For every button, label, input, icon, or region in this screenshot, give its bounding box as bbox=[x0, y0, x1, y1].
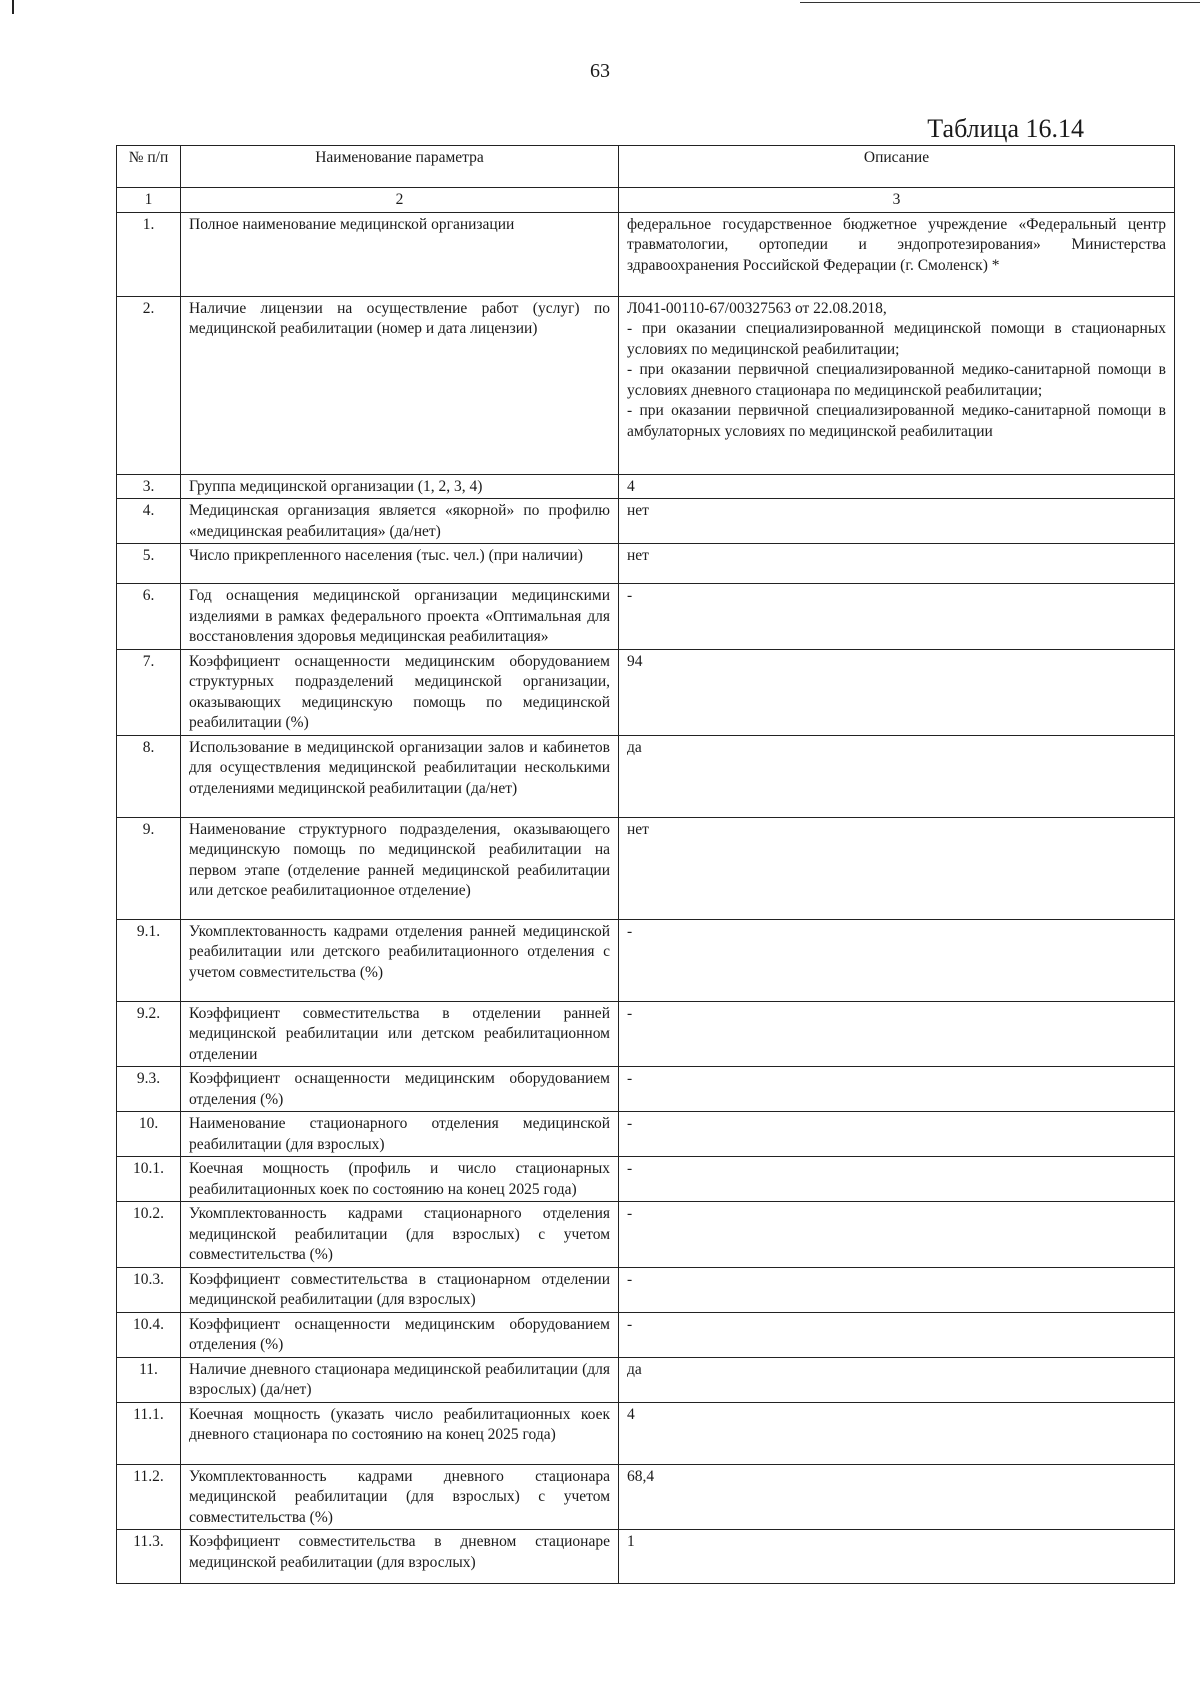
description-cell bbox=[619, 1402, 1175, 1464]
description-line: - bbox=[627, 1160, 633, 1177]
table-row bbox=[117, 1464, 1175, 1530]
description-cell bbox=[619, 474, 1175, 499]
table-title: Таблица 16.14 bbox=[927, 114, 1084, 143]
table-row bbox=[117, 817, 1175, 919]
description-line: - bbox=[627, 587, 633, 604]
description-cell bbox=[619, 1202, 1175, 1268]
description-cell bbox=[619, 1267, 1175, 1312]
colnum-3: 3 bbox=[619, 188, 1175, 213]
table-row bbox=[117, 649, 1175, 735]
description-line: 4 bbox=[627, 1405, 635, 1423]
description-cell bbox=[619, 1464, 1175, 1530]
table-row bbox=[117, 735, 1175, 817]
description-line: - bbox=[627, 1205, 633, 1222]
row-number: 5. bbox=[117, 544, 181, 584]
header-num: № п/п bbox=[117, 146, 181, 188]
page-edge-mark-left bbox=[0, 0, 14, 14]
parameter-name: Группа медицинской организации (1, 2, 3, 4) bbox=[181, 474, 619, 499]
row-number: 1. bbox=[117, 212, 181, 296]
row-number: 10.3. bbox=[117, 1267, 181, 1312]
table-row bbox=[117, 296, 1175, 474]
row-number: 7. bbox=[117, 649, 181, 735]
parameter-name: Наличие дневного стационара медицинской реабилитации (для взрослых) (да/нет) bbox=[181, 1357, 619, 1402]
table-row bbox=[117, 1001, 1175, 1067]
table-row bbox=[117, 1157, 1175, 1202]
parameter-name: Коэффициент совместительства в дневном стационаре медицинской реабилитации (для взрослых) bbox=[181, 1530, 619, 1584]
description-cell bbox=[619, 584, 1175, 650]
description-line: нет bbox=[627, 547, 649, 564]
table-row bbox=[117, 1402, 1175, 1464]
row-number: 8. bbox=[117, 735, 181, 817]
row-number: 10. bbox=[117, 1112, 181, 1157]
header-desc: Описание bbox=[619, 146, 1175, 188]
table-row bbox=[117, 1357, 1175, 1402]
description-cell bbox=[619, 1357, 1175, 1402]
column-number-row bbox=[117, 188, 1175, 213]
description-cell bbox=[619, 1001, 1175, 1067]
description-line: нет bbox=[627, 820, 649, 838]
parameters-table bbox=[116, 145, 1175, 1584]
parameter-name: Полное наименование медицинской организации bbox=[181, 212, 619, 296]
parameter-name: Коэффициент оснащенности медицинским оборудованием отделения (%) bbox=[181, 1067, 619, 1112]
description-line: 94 bbox=[627, 652, 643, 670]
colnum-2: 2 bbox=[181, 188, 619, 213]
description-line: федеральное государственное бюджетное учреждение «Федеральный центр травматологии, ортопедии и эндопротезирования» Министерства здравоохранения Российской Федерации (г. Смоленск) * bbox=[627, 215, 1166, 274]
page-edge-mark-right bbox=[800, 2, 1200, 3]
table-row bbox=[117, 499, 1175, 544]
colnum-1: 1 bbox=[117, 188, 181, 213]
row-number: 10.2. bbox=[117, 1202, 181, 1268]
description-cell bbox=[619, 735, 1175, 817]
parameter-name: Использование в медицинской организации залов и кабинетов для осуществления медицинской реабилитации несколькими отделениями медицинской реабилитации (да/нет) bbox=[181, 735, 619, 817]
row-number: 11. bbox=[117, 1357, 181, 1402]
description-cell bbox=[619, 1157, 1175, 1202]
row-number: 11.3. bbox=[117, 1530, 181, 1584]
description-line: - при оказании специализированной медицинской помощи в стационарных условиях по медицинской реабилитации; bbox=[627, 320, 1166, 358]
page-number: 63 bbox=[590, 60, 610, 82]
description-cell bbox=[619, 296, 1175, 474]
table-header-row bbox=[117, 146, 1175, 188]
parameter-name: Коечная мощность (профиль и число стационарных реабилитационных коек по состоянию на конец 2025 года) bbox=[181, 1157, 619, 1202]
parameter-name: Наличие лицензии на осуществление работ (услуг) по медицинской реабилитации (номер и дата лицензии) bbox=[181, 296, 619, 474]
description-cell bbox=[619, 649, 1175, 735]
description-cell bbox=[619, 212, 1175, 296]
row-number: 11.2. bbox=[117, 1464, 181, 1530]
description-line: 4 bbox=[627, 477, 635, 495]
table-row bbox=[117, 544, 1175, 584]
parameter-name: Коечная мощность (указать число реабилитационных коек дневного стационара по состоянию на конец 2025 года) bbox=[181, 1402, 619, 1464]
description-line: - при оказании первичной специализированной медико-санитарной помощи в условиях дневного стационара по медицинской реабилитации; bbox=[627, 361, 1166, 399]
header-param: Наименование параметра bbox=[181, 146, 619, 188]
description-cell bbox=[619, 1530, 1175, 1584]
parameter-name: Укомплектованность кадрами стационарного отделения медицинской реабилитации (для взрослых) с учетом совместительства (%) bbox=[181, 1202, 619, 1268]
row-number: 11.1. bbox=[117, 1402, 181, 1464]
description-line: - bbox=[627, 1070, 633, 1087]
description-cell bbox=[619, 817, 1175, 919]
description-line: 1 bbox=[627, 1533, 635, 1550]
description-line: - bbox=[627, 1315, 633, 1333]
description-line: - при оказании первичной специализированной медико-санитарной помощи в амбулаторных условиях по медицинской реабилитации bbox=[627, 402, 1166, 440]
parameter-name: Коэффициент оснащенности медицинским оборудованием структурных подразделений медицинской организации, оказывающих медицинскую помощь по медицинской реабилитации (%) bbox=[181, 649, 619, 735]
row-number: 9.2. bbox=[117, 1001, 181, 1067]
description-cell bbox=[619, 919, 1175, 1001]
table-row bbox=[117, 1267, 1175, 1312]
parameter-name: Коэффициент оснащенности медицинским оборудованием отделения (%) bbox=[181, 1312, 619, 1357]
description-line: нет bbox=[627, 502, 649, 519]
table-row bbox=[117, 212, 1175, 296]
table-row bbox=[117, 1112, 1175, 1157]
table-row bbox=[117, 584, 1175, 650]
description-cell bbox=[619, 1067, 1175, 1112]
description-line: Л041-00110-67/00327563 от 22.08.2018, bbox=[627, 299, 887, 317]
table-row bbox=[117, 1312, 1175, 1357]
description-line: - bbox=[627, 1115, 633, 1132]
parameter-name: Коэффициент совместительства в отделении ранней медицинской реабилитации или детском реабилитационном отделении bbox=[181, 1001, 619, 1067]
table-row bbox=[117, 919, 1175, 1001]
parameter-name: Год оснащения медицинской организации медицинскими изделиями в рамках федерального проекта «Оптимальная для восстановления здоровья медицинская реабилитация» bbox=[181, 584, 619, 650]
parameter-name: Число прикрепленного населения (тыс. чел.) (при наличии) bbox=[181, 544, 619, 584]
row-number: 4. bbox=[117, 499, 181, 544]
row-number: 2. bbox=[117, 296, 181, 474]
description-line: да bbox=[627, 738, 642, 756]
row-number: 9.1. bbox=[117, 919, 181, 1001]
table-row bbox=[117, 1202, 1175, 1268]
description-cell bbox=[619, 499, 1175, 544]
parameter-name: Укомплектованность кадрами отделения ранней медицинской реабилитации или детского реабилитационного отделения с учетом совместительства (%) bbox=[181, 919, 619, 1001]
parameter-name: Коэффициент совместительства в стационарном отделении медицинской реабилитации (для взрослых) bbox=[181, 1267, 619, 1312]
row-number: 9. bbox=[117, 817, 181, 919]
row-number: 6. bbox=[117, 584, 181, 650]
parameter-name: Наименование структурного подразделения, оказывающего медицинскую помощь по медицинской реабилитации на первом этапе (отделение ранней медицинской реабилитации или детское реабилитационное отделение) bbox=[181, 817, 619, 919]
table-row bbox=[117, 1067, 1175, 1112]
parameter-name: Наименование стационарного отделения медицинской реабилитации (для взрослых) bbox=[181, 1112, 619, 1157]
parameter-name: Укомплектованность кадрами дневного стационара медицинской реабилитации (для взрослых) с учетом совместительства (%) bbox=[181, 1464, 619, 1530]
description-cell bbox=[619, 1112, 1175, 1157]
parameter-name: Медицинская организация является «якорной» по профилю «медицинская реабилитация» (да/нет) bbox=[181, 499, 619, 544]
description-cell bbox=[619, 544, 1175, 584]
description-line: - bbox=[627, 1270, 633, 1288]
row-number: 10.1. bbox=[117, 1157, 181, 1202]
description-line: да bbox=[627, 1360, 642, 1378]
row-number: 9.3. bbox=[117, 1067, 181, 1112]
description-line: - bbox=[627, 922, 633, 940]
table-row bbox=[117, 474, 1175, 499]
description-line: 68,4 bbox=[627, 1467, 655, 1485]
row-number: 3. bbox=[117, 474, 181, 499]
description-cell bbox=[619, 1312, 1175, 1357]
row-number: 10.4. bbox=[117, 1312, 181, 1357]
table-row bbox=[117, 1530, 1175, 1584]
description-line: - bbox=[627, 1004, 633, 1022]
